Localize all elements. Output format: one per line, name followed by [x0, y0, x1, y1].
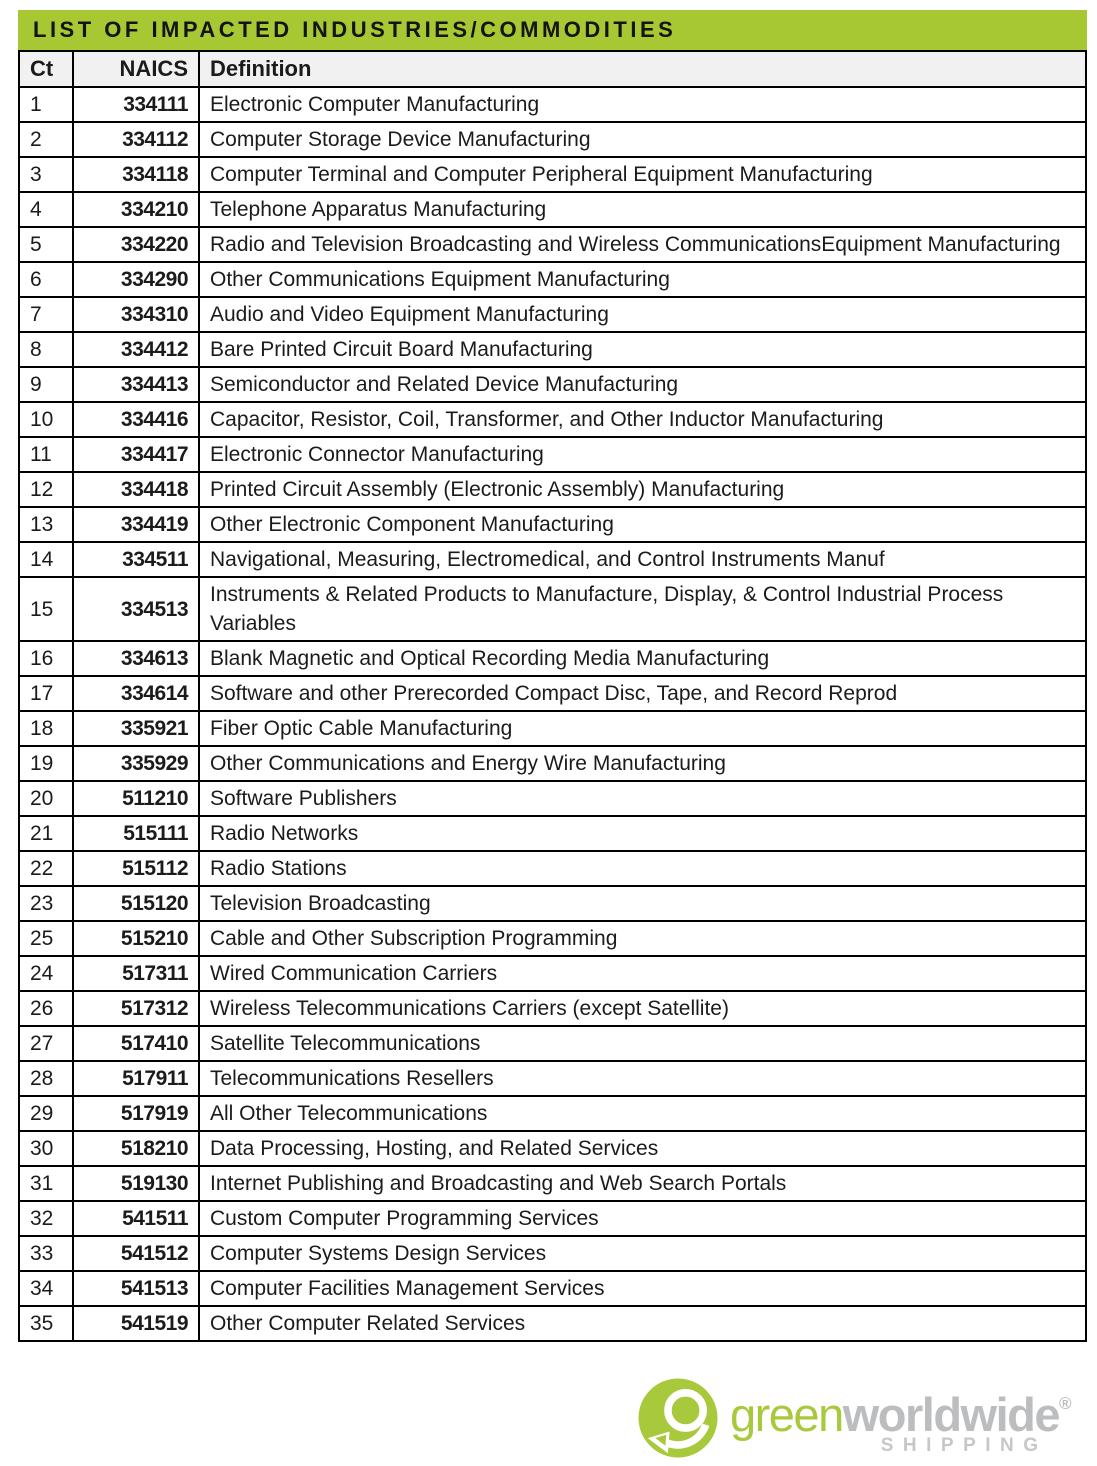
logo-main-text: [730, 1388, 1072, 1441]
table-body: [19, 87, 1086, 1341]
row-count-cell: 29: [19, 1096, 73, 1131]
naics-code-cell: 334416: [73, 402, 199, 437]
row-count-cell: 4: [19, 192, 73, 227]
naics-code-cell: 515210: [73, 921, 199, 956]
naics-code-cell: 519130: [73, 1166, 199, 1201]
column-header-ct: Ct: [19, 51, 73, 87]
definition-cell: Electronic Connector Manufacturing: [199, 437, 1086, 472]
registered-trademark-symbol: ®: [1059, 1393, 1072, 1413]
row-count-cell: 27: [19, 1026, 73, 1061]
naics-code-cell: 334511: [73, 542, 199, 577]
definition-cell: Software Publishers: [199, 781, 1086, 816]
definition-cell: Television Broadcasting: [199, 886, 1086, 921]
table-header-row: [19, 51, 1086, 87]
table-row: [19, 472, 1086, 507]
table-row: [19, 577, 1086, 641]
naics-code-cell: 334112: [73, 122, 199, 157]
impacted-industries-table: [18, 50, 1087, 1342]
definition-cell: Satellite Telecommunications: [199, 1026, 1086, 1061]
row-count-cell: 31: [19, 1166, 73, 1201]
definition-cell: Software and other Prerecorded Compact Disc, Tape, and Record Reprod: [199, 676, 1086, 711]
naics-code-cell: 517919: [73, 1096, 199, 1131]
table-row: [19, 886, 1086, 921]
naics-code-cell: 334290: [73, 262, 199, 297]
row-count-cell: 7: [19, 297, 73, 332]
definition-cell: Audio and Video Equipment Manufacturing: [199, 297, 1086, 332]
row-count-cell: 20: [19, 781, 73, 816]
naics-code-cell: 541512: [73, 1236, 199, 1271]
definition-cell: Computer Systems Design Services: [199, 1236, 1086, 1271]
naics-code-cell: 517410: [73, 1026, 199, 1061]
table-row: [19, 1166, 1086, 1201]
table-row: [19, 227, 1086, 262]
table-row: [19, 1236, 1086, 1271]
naics-code-cell: 541513: [73, 1271, 199, 1306]
row-count-cell: 14: [19, 542, 73, 577]
definition-cell: Fiber Optic Cable Manufacturing: [199, 711, 1086, 746]
row-count-cell: 11: [19, 437, 73, 472]
logo-word-worldwide: worldwide: [842, 1387, 1060, 1441]
column-header-naics: NAICS: [73, 51, 199, 87]
table-row: [19, 1306, 1086, 1341]
naics-code-cell: 334210: [73, 192, 199, 227]
row-count-cell: 16: [19, 641, 73, 676]
definition-cell: Other Communications Equipment Manufacturing: [199, 262, 1086, 297]
naics-code-cell: 334513: [73, 577, 199, 641]
naics-code-cell: 517311: [73, 956, 199, 991]
table-row: [19, 956, 1086, 991]
naics-code-cell: 511210: [73, 781, 199, 816]
naics-code-cell: 334419: [73, 507, 199, 542]
table-row: [19, 332, 1086, 367]
table-row: [19, 816, 1086, 851]
table-row: [19, 1026, 1086, 1061]
table-row: [19, 507, 1086, 542]
table-row: [19, 122, 1086, 157]
naics-code-cell: 515120: [73, 886, 199, 921]
table-row: [19, 711, 1086, 746]
row-count-cell: 9: [19, 367, 73, 402]
naics-code-cell: 334310: [73, 297, 199, 332]
row-count-cell: 25: [19, 921, 73, 956]
row-count-cell: 35: [19, 1306, 73, 1341]
row-count-cell: 1: [19, 87, 73, 122]
definition-cell: Cable and Other Subscription Programming: [199, 921, 1086, 956]
table-row: [19, 1201, 1086, 1236]
row-count-cell: 34: [19, 1271, 73, 1306]
definition-cell: Computer Facilities Management Services: [199, 1271, 1086, 1306]
table-row: [19, 367, 1086, 402]
naics-code-cell: 334413: [73, 367, 199, 402]
definition-cell: All Other Telecommunications: [199, 1096, 1086, 1131]
row-count-cell: 32: [19, 1201, 73, 1236]
logo-word-green: green: [730, 1387, 843, 1441]
table-row: [19, 1096, 1086, 1131]
definition-cell: Computer Storage Device Manufacturing: [199, 122, 1086, 157]
naics-code-cell: 334613: [73, 641, 199, 676]
naics-code-cell: 334220: [73, 227, 199, 262]
definition-cell: Radio Stations: [199, 851, 1086, 886]
definition-cell: Radio Networks: [199, 816, 1086, 851]
naics-code-cell: 335929: [73, 746, 199, 781]
table-row: [19, 87, 1086, 122]
definition-cell: Capacitor, Resistor, Coil, Transformer, and Other Inductor Manufacturing: [199, 402, 1086, 437]
page-title: LIST OF IMPACTED INDUSTRIES/COMMODITIES: [33, 17, 677, 42]
definition-cell: Printed Circuit Assembly (Electronic Assembly) Manufacturing: [199, 472, 1086, 507]
naics-code-cell: 515112: [73, 851, 199, 886]
naics-code-cell: 334412: [73, 332, 199, 367]
row-count-cell: 24: [19, 956, 73, 991]
row-count-cell: 30: [19, 1131, 73, 1166]
logo-subtitle-shipping: SHIPPING: [880, 1434, 1048, 1456]
row-count-cell: 5: [19, 227, 73, 262]
table-row: [19, 157, 1086, 192]
table-row: [19, 641, 1086, 676]
naics-code-cell: 517911: [73, 1061, 199, 1096]
row-count-cell: 8: [19, 332, 73, 367]
table-row: [19, 437, 1086, 472]
table-row: [19, 192, 1086, 227]
definition-cell: Data Processing, Hosting, and Related Services: [199, 1131, 1086, 1166]
naics-code-cell: 334118: [73, 157, 199, 192]
company-logo: [636, 1376, 1081, 1460]
green-globe-arrow-icon: [636, 1376, 720, 1460]
table-row: [19, 1061, 1086, 1096]
row-count-cell: 18: [19, 711, 73, 746]
definition-cell: Internet Publishing and Broadcasting and Web Search Portals: [199, 1166, 1086, 1201]
table-header: [19, 51, 1086, 87]
row-count-cell: 17: [19, 676, 73, 711]
definition-cell: Custom Computer Programming Services: [199, 1201, 1086, 1236]
row-count-cell: 15: [19, 577, 73, 641]
definition-cell: Bare Printed Circuit Board Manufacturing: [199, 332, 1086, 367]
naics-code-cell: 335921: [73, 711, 199, 746]
definition-cell: Telecommunications Resellers: [199, 1061, 1086, 1096]
table-row: [19, 746, 1086, 781]
row-count-cell: 12: [19, 472, 73, 507]
naics-code-cell: 517312: [73, 991, 199, 1026]
definition-cell: Wired Communication Carriers: [199, 956, 1086, 991]
definition-cell: Radio and Television Broadcasting and Wireless CommunicationsEquipment Manufacturing: [199, 227, 1086, 262]
naics-code-cell: 515111: [73, 816, 199, 851]
row-count-cell: 23: [19, 886, 73, 921]
definition-cell: Other Communications and Energy Wire Manufacturing: [199, 746, 1086, 781]
table-row: [19, 676, 1086, 711]
table-row: [19, 402, 1086, 437]
title-bar: [18, 10, 1087, 50]
row-count-cell: 3: [19, 157, 73, 192]
naics-code-cell: 334418: [73, 472, 199, 507]
table-row: [19, 297, 1086, 332]
definition-cell: Navigational, Measuring, Electromedical, and Control Instruments Manuf: [199, 542, 1086, 577]
table-row: [19, 262, 1086, 297]
definition-cell: Telephone Apparatus Manufacturing: [199, 192, 1086, 227]
definition-cell: Computer Terminal and Computer Peripheral Equipment Manufacturing: [199, 157, 1086, 192]
row-count-cell: 26: [19, 991, 73, 1026]
table-row: [19, 851, 1086, 886]
definition-cell: Other Electronic Component Manufacturing: [199, 507, 1086, 542]
naics-code-cell: 334417: [73, 437, 199, 472]
logo-wordmark: [730, 1380, 1072, 1457]
row-count-cell: 33: [19, 1236, 73, 1271]
row-count-cell: 10: [19, 402, 73, 437]
row-count-cell: 19: [19, 746, 73, 781]
naics-code-cell: 518210: [73, 1131, 199, 1166]
table-row: [19, 542, 1086, 577]
page: [18, 10, 1087, 1342]
naics-code-cell: 334111: [73, 87, 199, 122]
naics-code-cell: 334614: [73, 676, 199, 711]
row-count-cell: 6: [19, 262, 73, 297]
definition-cell: Instruments & Related Products to Manufacture, Display, & Control Industrial Process Variables: [199, 577, 1086, 641]
definition-cell: Other Computer Related Services: [199, 1306, 1086, 1341]
definition-cell: Electronic Computer Manufacturing: [199, 87, 1086, 122]
definition-cell: Wireless Telecommunications Carriers (except Satellite): [199, 991, 1086, 1026]
row-count-cell: 13: [19, 507, 73, 542]
table-row: [19, 991, 1086, 1026]
table-row: [19, 1131, 1086, 1166]
naics-code-cell: 541519: [73, 1306, 199, 1341]
row-count-cell: 22: [19, 851, 73, 886]
row-count-cell: 21: [19, 816, 73, 851]
column-header-definition: Definition: [199, 51, 1086, 87]
row-count-cell: 28: [19, 1061, 73, 1096]
definition-cell: Semiconductor and Related Device Manufacturing: [199, 367, 1086, 402]
table-row: [19, 781, 1086, 816]
row-count-cell: 2: [19, 122, 73, 157]
table-row: [19, 921, 1086, 956]
definition-cell: Blank Magnetic and Optical Recording Media Manufacturing: [199, 641, 1086, 676]
table-row: [19, 1271, 1086, 1306]
naics-code-cell: 541511: [73, 1201, 199, 1236]
